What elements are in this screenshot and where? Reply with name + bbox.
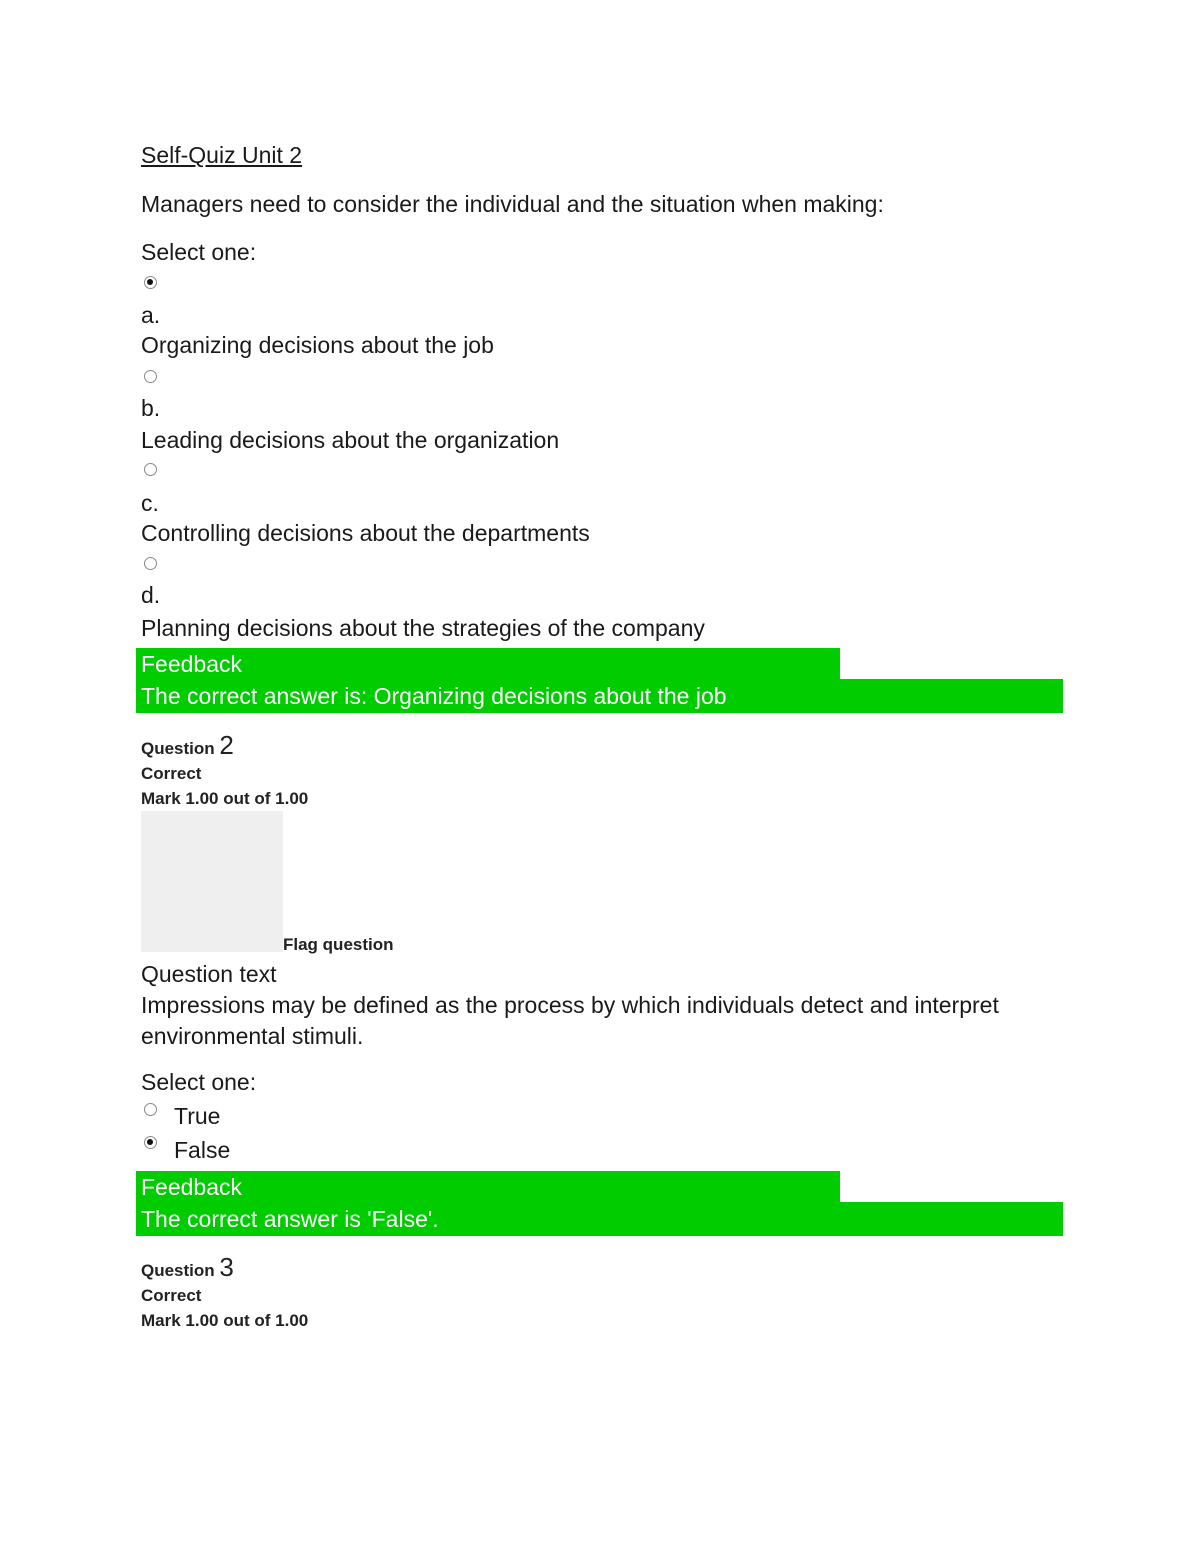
q2-feedback-text: The correct answer is 'False'. (136, 1202, 1063, 1236)
q2-option-true-text[interactable]: True (174, 1103, 221, 1129)
q1-option-a-radio[interactable] (144, 276, 157, 289)
q2-select-label: Select one: (141, 1069, 257, 1095)
q2-number: 2 (219, 730, 234, 760)
q3-header (141, 1252, 234, 1282)
q2-question-text-label: Question text (141, 961, 277, 987)
page-title: Self-Quiz Unit 2 (141, 142, 303, 168)
q2-option-false-text[interactable]: False (174, 1137, 231, 1163)
q2-question-label: Question (141, 739, 215, 758)
q1-option-a-letter: a. (141, 302, 161, 328)
q1-option-d-radio[interactable] (144, 557, 157, 570)
q2-status: Correct (141, 764, 202, 783)
q3-question-label: Question (141, 1261, 215, 1280)
q3-number: 3 (219, 1252, 234, 1282)
q1-option-c-letter: c. (141, 490, 159, 516)
q1-prompt: Managers need to consider the individual and the situation when making: (141, 191, 884, 217)
q1-feedback-text: The correct answer is: Organizing decisions about the job (136, 679, 1063, 713)
q2-prompt-line2: environmental stimuli. (141, 1023, 364, 1049)
q2-mark: Mark 1.00 out of 1.00 (141, 789, 309, 808)
q1-option-b-text[interactable]: Leading decisions about the organization (141, 427, 560, 453)
q1-feedback-heading: Feedback (136, 648, 840, 680)
q3-mark: Mark 1.00 out of 1.00 (141, 1311, 309, 1330)
q3-status: Correct (141, 1286, 202, 1305)
q1-option-c-text[interactable]: Controlling decisions about the departments (141, 520, 590, 546)
q2-feedback-heading: Feedback (136, 1171, 840, 1203)
q1-option-a-text[interactable]: Organizing decisions about the job (141, 332, 494, 358)
q1-option-d-text[interactable]: Planning decisions about the strategies of the company (141, 615, 705, 641)
q1-option-b-radio[interactable] (144, 370, 157, 383)
q2-header (141, 730, 234, 760)
flag-icon[interactable] (141, 811, 283, 952)
q1-select-label: Select one: (141, 239, 257, 265)
flag-question-link[interactable]: Flag question (283, 935, 394, 954)
q2-option-true-radio[interactable] (144, 1103, 157, 1116)
q1-option-c-radio[interactable] (144, 463, 157, 476)
q1-option-d-letter: d. (141, 582, 161, 608)
q2-option-false-radio[interactable] (144, 1136, 157, 1149)
q2-prompt-line1: Impressions may be defined as the process by which individuals detect and interpret (141, 992, 999, 1018)
q1-option-b-letter: b. (141, 395, 161, 421)
